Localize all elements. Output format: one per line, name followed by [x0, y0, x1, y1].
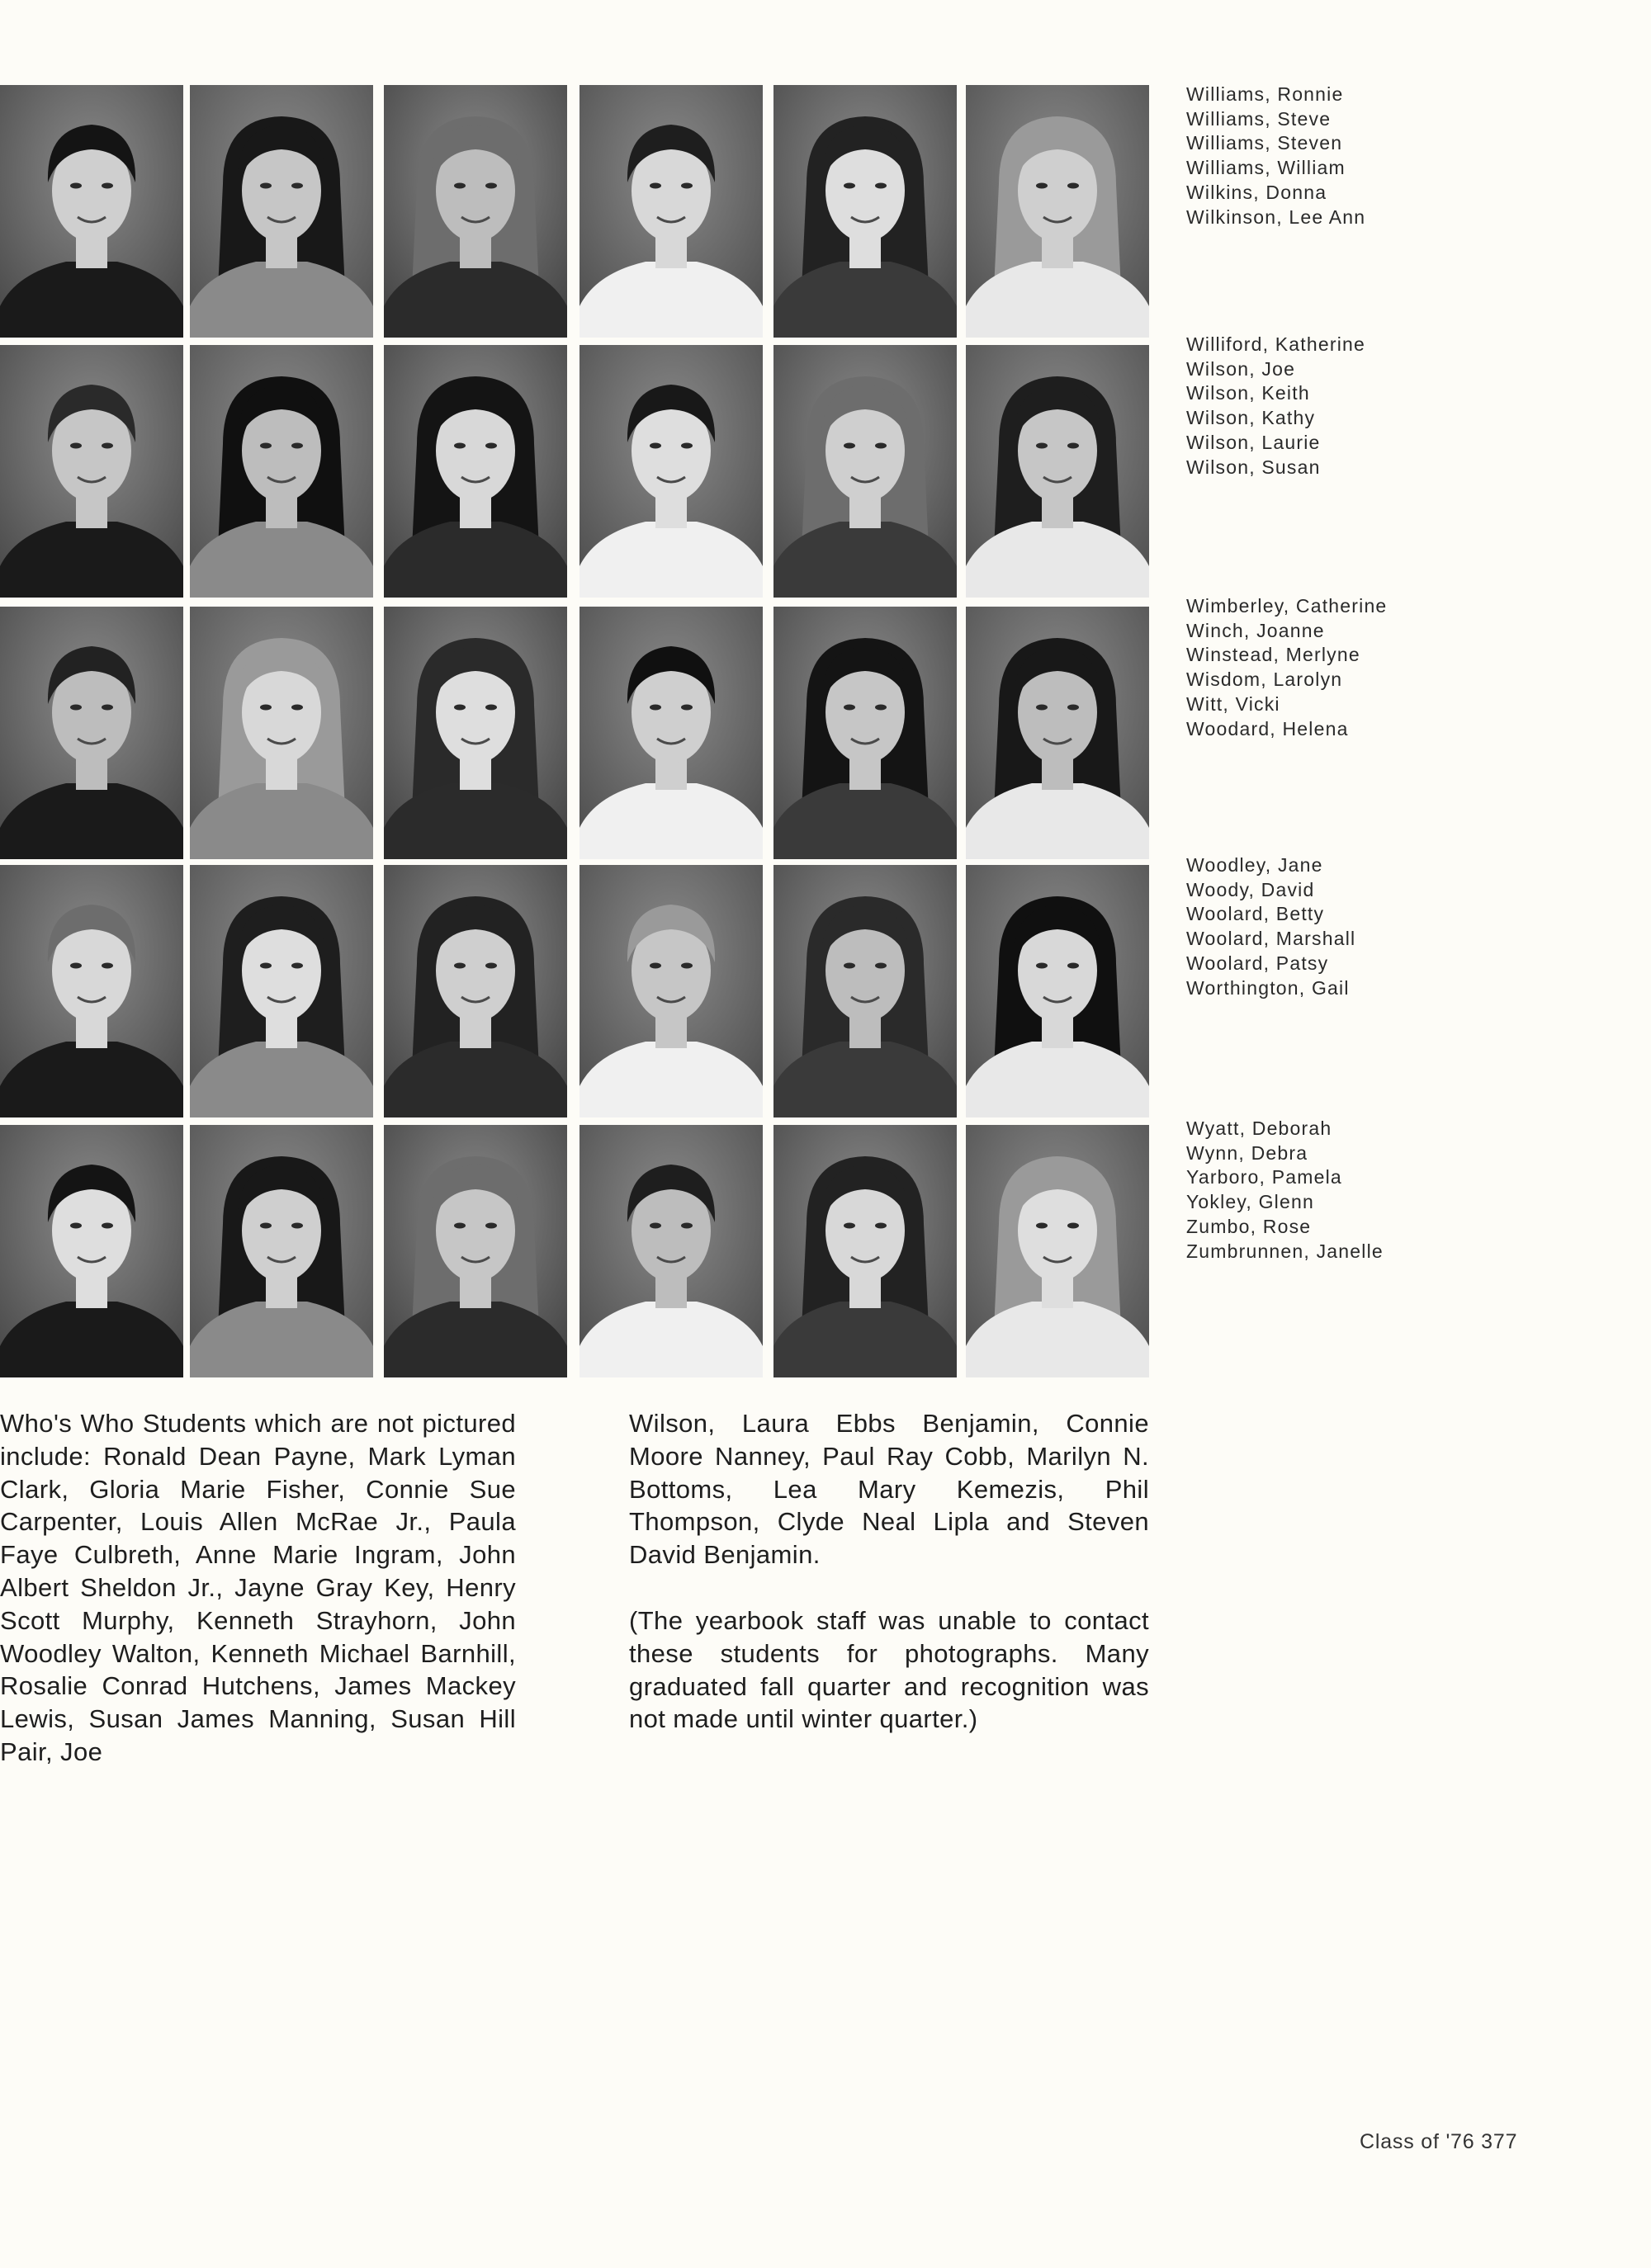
caption-note: (The yearbook staff was unable to contact these students for photographs. Many graduated fall quarter and recognition was not made until winter quarter.)	[629, 1605, 1149, 1734]
student-portrait	[190, 1125, 373, 1377]
portrait-image	[190, 345, 373, 598]
portrait-image	[773, 865, 957, 1117]
name-group-1	[1186, 83, 1434, 229]
student-portrait	[580, 1125, 763, 1377]
student-portrait	[0, 865, 183, 1117]
student-portrait	[580, 85, 763, 338]
name-entry: Woolard, Betty	[1186, 903, 1325, 925]
page-folio: Class of '76 377	[1360, 2130, 1518, 2153]
portrait-image	[580, 865, 763, 1117]
portrait-row	[0, 1125, 1157, 1377]
student-portrait	[580, 865, 763, 1117]
name-group-3	[1186, 594, 1434, 741]
student-portrait	[773, 1125, 957, 1377]
student-portrait	[190, 865, 373, 1117]
name-entry: Wilkins, Donna	[1186, 181, 1327, 203]
name-group-5	[1186, 1117, 1434, 1264]
name-entry: Woodley, Jane	[1186, 854, 1323, 876]
student-portrait	[966, 607, 1149, 859]
name-entry: Williams, Ronnie	[1186, 83, 1344, 105]
student-portrait	[0, 607, 183, 859]
portrait-image	[384, 1125, 567, 1377]
name-entry: Winch, Joanne	[1186, 619, 1325, 641]
caption-paragraph: Wilson, Laura Ebbs Benjamin, Connie Moore Nanney, Paul Ray Cobb, Marilyn N. Bottoms, Lea Mary Kemezis, Phil Thompson, Clyde Neal Lipla and Steven David Benjamin.	[629, 1409, 1149, 1570]
portrait-image	[580, 85, 763, 338]
name-entry: Yokley, Glenn	[1186, 1191, 1314, 1213]
name-entry: Woolard, Marshall	[1186, 928, 1356, 950]
name-entry: Wilkinson, Lee Ann	[1186, 206, 1366, 228]
portrait-image	[0, 345, 183, 598]
portrait-image	[966, 345, 1149, 598]
name-entry: Zumbrunnen, Janelle	[1186, 1240, 1384, 1262]
portrait-image	[190, 1125, 373, 1377]
name-entry: Woolard, Patsy	[1186, 952, 1329, 974]
student-portrait	[0, 345, 183, 598]
portrait-image	[384, 85, 567, 338]
name-entry: Wisdom, Larolyn	[1186, 669, 1343, 691]
portrait-image	[966, 865, 1149, 1117]
name-entry: Williams, Steven	[1186, 132, 1343, 154]
student-portrait	[966, 1125, 1149, 1377]
portrait-image	[773, 345, 957, 598]
student-portrait	[190, 345, 373, 598]
student-portrait	[580, 345, 763, 598]
student-portrait	[966, 85, 1149, 338]
portrait-image	[966, 85, 1149, 338]
name-entry: Wilson, Laurie	[1186, 431, 1321, 453]
student-portrait	[773, 85, 957, 338]
name-entry: Williams, Steve	[1186, 107, 1332, 130]
portrait-image	[773, 1125, 957, 1377]
name-entry: Worthington, Gail	[1186, 976, 1350, 999]
name-entry: Yarboro, Pamela	[1186, 1166, 1342, 1188]
student-portrait	[190, 607, 373, 859]
portrait-image	[773, 607, 957, 859]
portrait-image	[384, 345, 567, 598]
name-entry: Woodard, Helena	[1186, 717, 1349, 739]
student-portrait	[773, 607, 957, 859]
portrait-image	[580, 607, 763, 859]
student-portrait	[0, 1125, 183, 1377]
caption-paragraph: Who's Who Students which are not pictured include: Ronald Dean Payne, Mark Lyman Clark, Gloria Marie Fisher, Connie Sue Carpenter, Louis Allen McRae Jr., Paula Faye Culbreth, Anne Marie Ingram, John Albert Sheldon Jr., Jayne Gray Key, Henry Scott Murphy, Kenneth Strayhorn, John Woodley Walton, Kenneth Michael Barnhill, Rosalie Conrad Hutchens, James Mackey Lewis, Susan James Manning, Susan Hill Pair, Joe	[0, 1409, 516, 1766]
name-entry: Wynn, Debra	[1186, 1141, 1308, 1164]
name-entry: Wilson, Susan	[1186, 456, 1321, 478]
name-entry: Witt, Vicki	[1186, 692, 1280, 715]
portrait-image	[384, 865, 567, 1117]
name-entry: Williams, William	[1186, 157, 1346, 179]
portrait-row	[0, 345, 1157, 598]
student-portrait	[190, 85, 373, 338]
portrait-image	[580, 345, 763, 598]
name-entry: Williford, Katherine	[1186, 333, 1366, 355]
portrait-image	[966, 607, 1149, 859]
portrait-image	[0, 1125, 183, 1377]
portrait-image	[0, 85, 183, 338]
student-portrait	[384, 1125, 567, 1377]
name-entry: Woody, David	[1186, 878, 1315, 900]
portrait-image	[0, 865, 183, 1117]
portrait-image	[580, 1125, 763, 1377]
student-portrait	[384, 607, 567, 859]
portrait-image	[190, 607, 373, 859]
student-portrait	[966, 865, 1149, 1117]
student-portrait	[0, 85, 183, 338]
portrait-image	[384, 607, 567, 859]
name-entry: Winstead, Merlyne	[1186, 644, 1360, 666]
portrait-image	[190, 85, 373, 338]
student-portrait	[384, 865, 567, 1117]
portrait-row	[0, 607, 1157, 859]
name-entry: Wilson, Joe	[1186, 357, 1296, 380]
portrait-image	[773, 85, 957, 338]
name-entry: Zumbo, Rose	[1186, 1215, 1312, 1237]
portrait-image	[0, 607, 183, 859]
student-portrait	[580, 607, 763, 859]
name-entry: Wimberley, Catherine	[1186, 595, 1388, 617]
name-group-2	[1186, 333, 1434, 480]
name-entry: Wyatt, Deborah	[1186, 1117, 1332, 1139]
portrait-row	[0, 865, 1157, 1117]
name-group-4	[1186, 853, 1434, 1000]
portrait-image	[190, 865, 373, 1117]
student-portrait	[773, 865, 957, 1117]
caption-left-column	[0, 1407, 516, 1769]
student-portrait	[384, 345, 567, 598]
student-portrait	[966, 345, 1149, 598]
student-portrait	[773, 345, 957, 598]
student-portrait	[384, 85, 567, 338]
portrait-row	[0, 85, 1157, 338]
name-entry: Wilson, Keith	[1186, 382, 1310, 404]
caption-right-column	[629, 1407, 1149, 1736]
portrait-image	[966, 1125, 1149, 1377]
name-entry: Wilson, Kathy	[1186, 407, 1316, 429]
